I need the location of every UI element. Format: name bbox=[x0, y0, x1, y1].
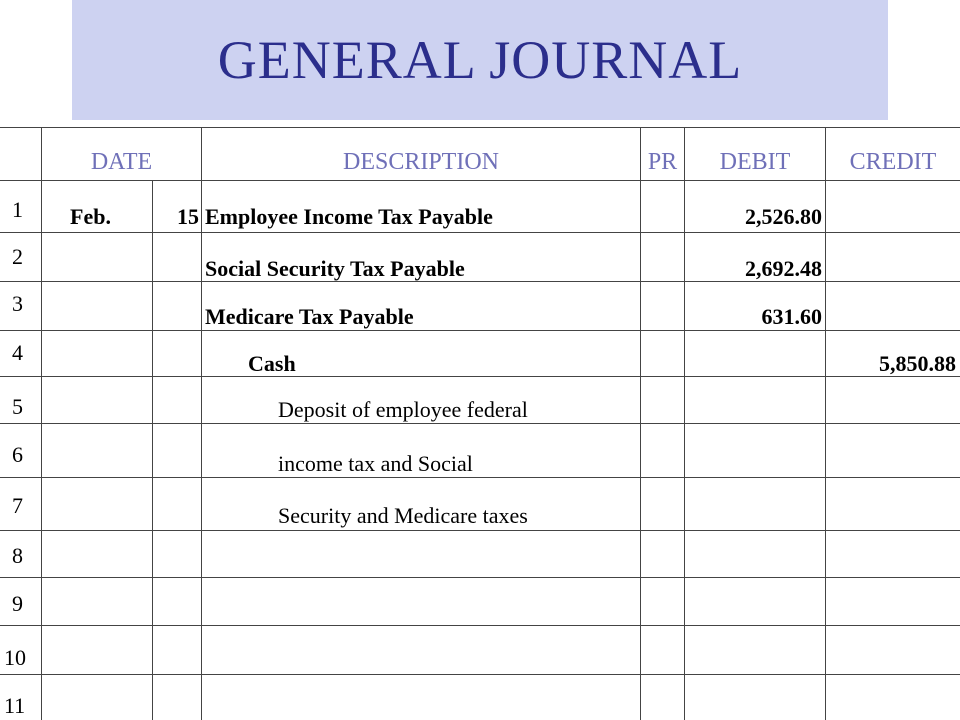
row-number: 1 bbox=[12, 197, 23, 222]
row-number: 2 bbox=[12, 244, 23, 269]
header-credit: CREDIT bbox=[849, 148, 937, 175]
row-number: 4 bbox=[12, 340, 23, 365]
rule bbox=[152, 180, 153, 720]
rule bbox=[640, 127, 641, 720]
row-number: 3 bbox=[12, 291, 23, 316]
rule bbox=[0, 577, 960, 578]
row-number: 8 bbox=[12, 543, 23, 568]
entry-description: Medicare Tax Payable bbox=[205, 304, 414, 329]
memo-line: Security and Medicare taxes bbox=[278, 503, 528, 528]
row-number: 7 bbox=[12, 493, 23, 518]
entry-description: Social Security Tax Payable bbox=[205, 256, 465, 281]
memo-line: income tax and Social bbox=[278, 451, 473, 476]
row-number: 10 bbox=[4, 645, 26, 670]
rule bbox=[0, 127, 960, 128]
header-date: DATE bbox=[90, 148, 153, 175]
rule bbox=[0, 232, 960, 233]
header-debit: DEBIT bbox=[719, 148, 791, 175]
rule bbox=[0, 674, 960, 675]
header-pr: PR bbox=[647, 148, 678, 175]
row-number: 9 bbox=[12, 591, 23, 616]
page-title: GENERAL JOURNAL bbox=[217, 30, 743, 90]
rule bbox=[0, 423, 960, 424]
row-number: 5 bbox=[12, 394, 23, 419]
rule bbox=[0, 180, 960, 181]
entry-debit: 2,692.48 bbox=[745, 256, 822, 281]
rule bbox=[0, 376, 960, 377]
row-number: 6 bbox=[12, 442, 23, 467]
memo-line: Deposit of employee federal bbox=[278, 397, 528, 422]
entry-credit: 5,850.88 bbox=[879, 351, 956, 376]
entry-description: Employee Income Tax Payable bbox=[205, 204, 493, 229]
entry-debit: 631.60 bbox=[761, 304, 822, 329]
rule bbox=[0, 330, 960, 331]
rule bbox=[201, 127, 202, 720]
row-number: 11 bbox=[4, 693, 26, 718]
rule bbox=[0, 477, 960, 478]
rule bbox=[825, 127, 826, 720]
entry-day: 15 bbox=[177, 204, 199, 229]
header-description: DESCRIPTION bbox=[342, 148, 499, 175]
entry-month: Feb. bbox=[70, 204, 111, 229]
entry-debit: 2,526.80 bbox=[745, 204, 822, 229]
entry-description: Cash bbox=[248, 351, 296, 376]
rule bbox=[0, 625, 960, 626]
rule bbox=[0, 530, 960, 531]
